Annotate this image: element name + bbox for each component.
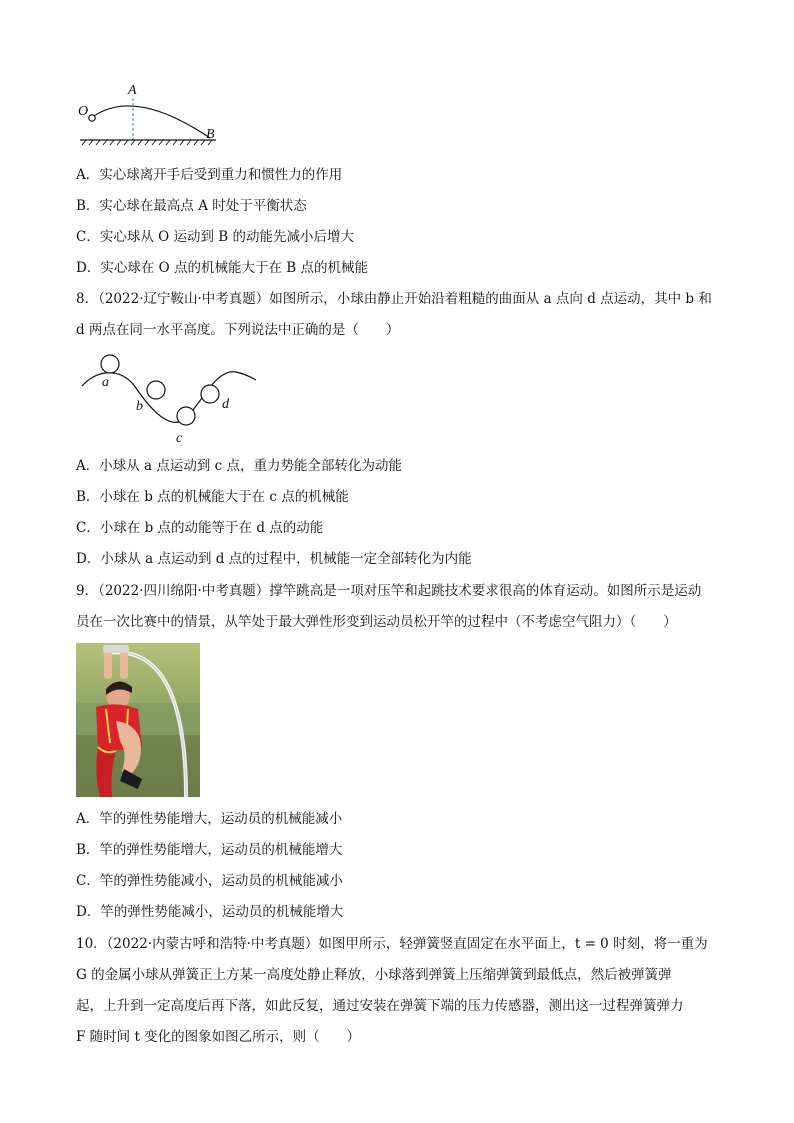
q9-option-a: A．竿的弹性势能增大，运动员的机械能减小 xyxy=(76,811,343,827)
q8-option-c: C．小球在 b 点的动能等于在 d 点的动能 xyxy=(76,520,324,536)
ball-o xyxy=(89,115,95,121)
pole-vault-photo xyxy=(76,643,200,797)
q8-option-a: A．小球从 a 点运动到 c 点，重力势能全部转化为动能 xyxy=(76,458,403,474)
q8-option-b: B．小球在 b 点的机械能大于在 c 点的机械能 xyxy=(76,489,349,505)
q8-stem-line-2: d 两点在同一水平高度。下列说法中正确的是（ ） xyxy=(76,322,400,338)
q8-stem-line-1: 8．（2022·辽宁鞍山·中考真题）如图所示，小球由静止开始沿着粗糙的曲面从 a 点向 d 点运动，其中 b 和 xyxy=(76,291,712,307)
q9-option-b: B．竿的弹性势能增大，运动员的机械能增大 xyxy=(76,842,343,858)
ball-d xyxy=(201,385,219,403)
q10-stem-line-4: F 随时间 t 变化的图象如图乙所示，则（ ） xyxy=(76,1029,361,1045)
q8-option-d: D．小球从 a 点运动到 d 点的过程中，机械能一定全部转化为内能 xyxy=(76,551,472,567)
q10-stem-line-1: 10．（2022·内蒙古呼和浩特·中考真题）如图甲所示，轻弹簧竖直固定在水平面上，t = 0 时刻，将一重为 xyxy=(76,936,708,952)
projectile-figure xyxy=(76,82,226,152)
ball-c xyxy=(177,407,195,425)
q7-option-b: B．实心球在最高点 A 时处于平衡状态 xyxy=(76,198,307,214)
label-d: d xyxy=(222,397,229,412)
q9-option-d: D．竿的弹性势能减小，运动员的机械能增大 xyxy=(76,904,344,920)
ball-a xyxy=(101,355,119,373)
label-b: B xyxy=(206,127,215,142)
label-a: A xyxy=(128,83,137,98)
curved-track-figure xyxy=(76,350,266,445)
q9-stem-line-2: 员在一次比赛中的情景，从竿处于最大弹性形变到运动员松开竿的过程中（不考虑空气阻力）（ ） xyxy=(76,614,677,630)
ground-hatch xyxy=(82,140,212,145)
q9-stem-line-1: 9．（2022·四川绵阳·中考真题）撑竿跳高是一项对压竿和起跳技术要求很高的体育运动。如图所示是运动 xyxy=(76,583,702,599)
ball-b xyxy=(147,381,165,399)
trajectory-curve xyxy=(94,106,210,138)
q10-stem-line-3: 起，上升到一定高度后再下落，如此反复，通过安装在弹簧下端的压力传感器，测出这一过程弹簧弹力 xyxy=(76,998,684,1014)
label-o: O xyxy=(78,104,89,119)
q7-option-a: A．实心球离开手后受到重力和惯性力的作用 xyxy=(76,167,343,183)
q9-option-c: C．竿的弹性势能减小，运动员的机械能减小 xyxy=(76,873,343,889)
label-b: b xyxy=(136,399,143,414)
label-a: a xyxy=(102,375,109,390)
q7-option-d: D．实心球在 O 点的机械能大于在 B 点的机械能 xyxy=(76,260,368,276)
q10-stem-line-2: G 的金属小球从弹簧正上方某一高度处静止释放，小球落到弹簧上压缩弹簧到最低点，然后被弹簧弹 xyxy=(76,967,672,983)
q7-option-c: C．实心球从 O 运动到 B 的动能先减小后增大 xyxy=(76,229,354,245)
label-c: c xyxy=(176,431,183,445)
